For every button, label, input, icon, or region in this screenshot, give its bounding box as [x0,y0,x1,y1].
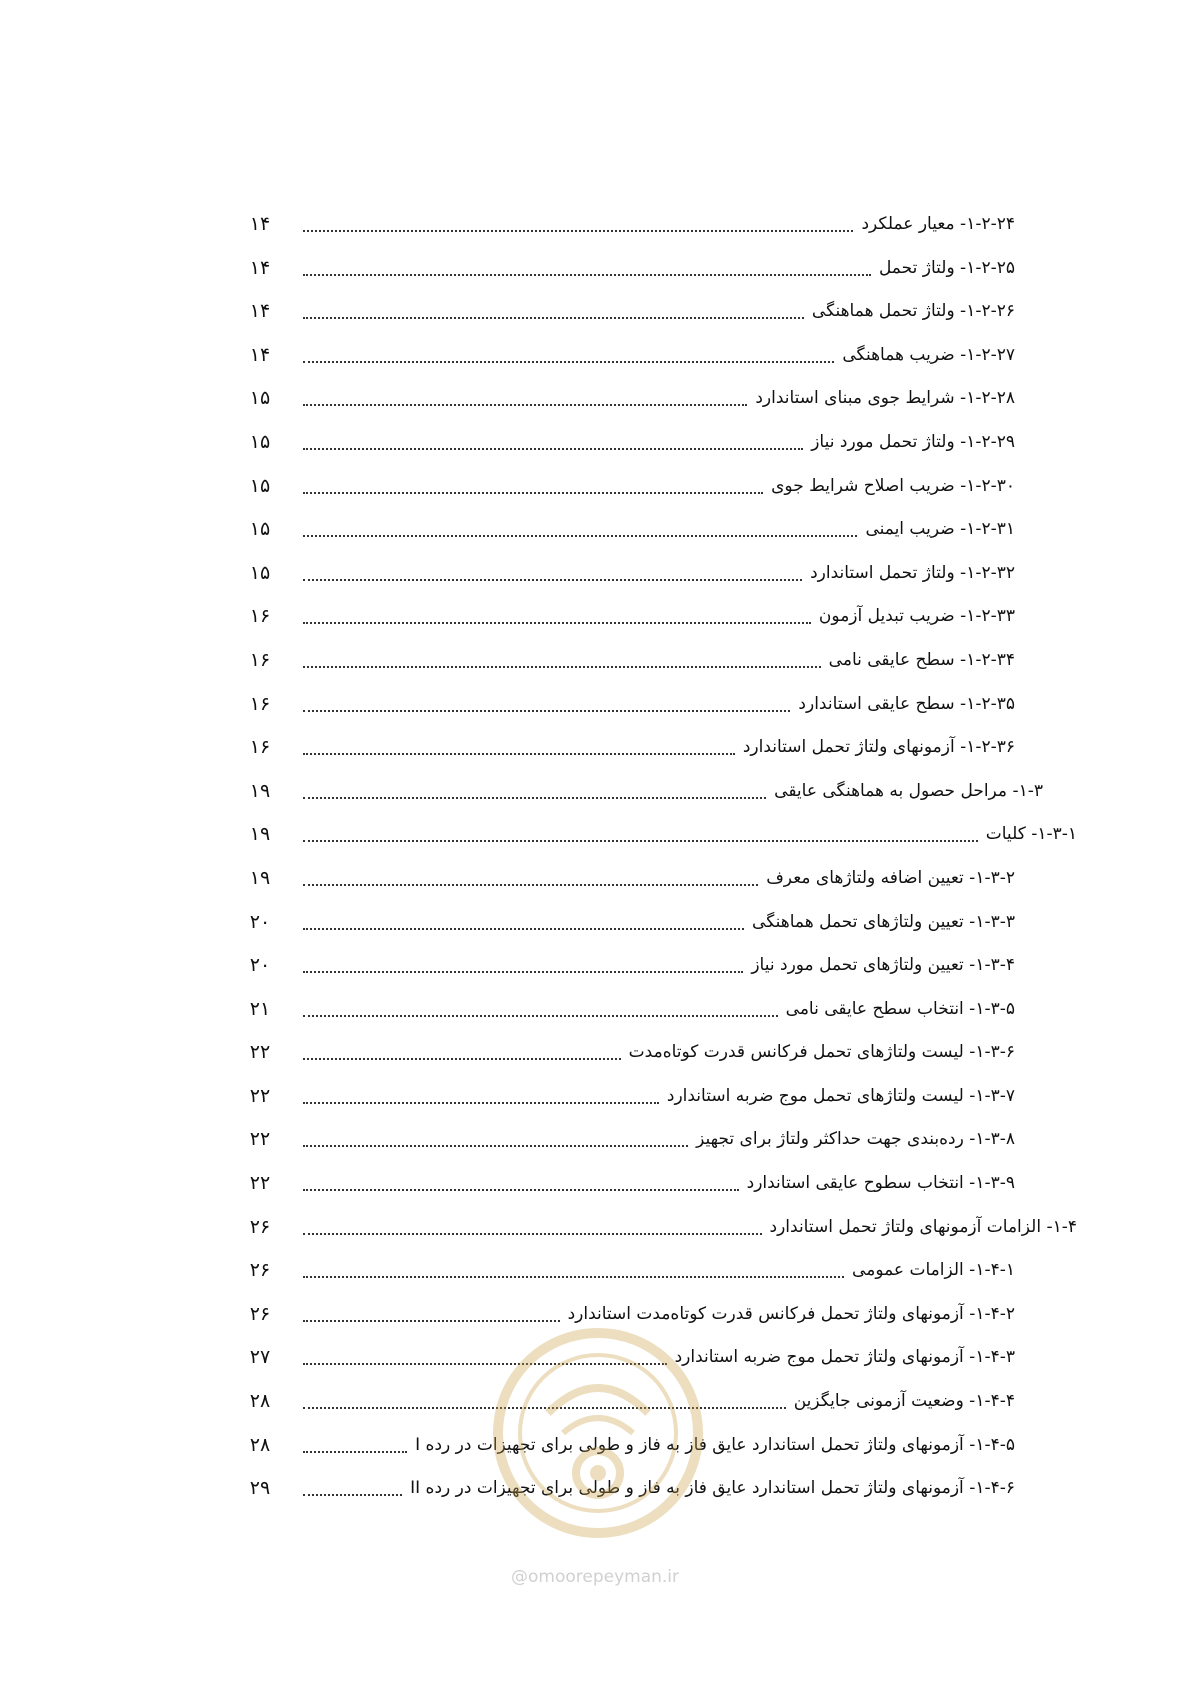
toc-title: ۱-۲-۲۵- ولتاژ تحمل [878,257,1015,278]
toc-title: ۱-۳-۵- انتخاب سطح عایقی نامی [785,998,1015,1019]
toc-dot-leader [303,343,834,363]
toc-page-number: ۲۶ [249,1302,271,1325]
toc-entry[interactable] [235,648,1055,692]
toc-entry[interactable] [235,1171,1055,1215]
toc-page-number: ۲۲ [249,1041,271,1064]
toc-entry[interactable] [235,1127,1055,1171]
toc-dot-leader [303,1433,407,1453]
toc-page-number: ۲۸ [249,1433,271,1456]
toc-page-number: ۱۵ [249,518,271,541]
toc-page-number: ۲۲ [249,1172,271,1195]
toc-dot-leader [303,474,763,494]
toc-title: ۱-۲-۳۴- سطح عایقی نامی [828,649,1015,670]
toc-title: ۱-۴-۱- الزامات عمومی [852,1260,1015,1281]
toc-page-number: ۱۴ [249,343,271,366]
toc-dot-leader [303,1258,844,1278]
toc-page-number: ۲۰ [249,910,271,933]
toc-dot-leader [303,648,821,668]
toc-dot-leader [303,1040,621,1060]
toc-dot-leader [303,692,790,712]
toc-entry[interactable] [235,343,1055,387]
toc-dot-leader [303,1084,659,1104]
toc-entry[interactable] [235,735,1055,779]
toc-title: ۱-۴-۲- آزمونهای ولتاژ تحمل فرکانس قدرت کوتاه‌مدت استاندارد [567,1303,1015,1324]
toc-dot-leader [303,866,758,886]
toc-title: ۱-۴-۵- آزمونهای ولتاژ تحمل استاندارد عایق فاز به فاز و طولی برای تجهیزات در رده I [415,1434,1015,1455]
toc-entry[interactable] [235,1215,1077,1259]
toc-page-number: ۱۹ [249,866,271,889]
toc-title: ۱-۴-۴- وضعیت آزمونی جایگزین [793,1391,1015,1412]
seal-watermark-icon [488,1323,708,1543]
toc-page-number: ۱۴ [249,300,271,323]
toc-entry[interactable] [235,604,1055,648]
toc-title: ۱-۲-۳۳- ضریب تبدیل آزمون [818,606,1015,627]
toc-title: ۱-۳-۲- تعیین اضافه ولتاژهای معرف [766,867,1015,888]
toc-dot-leader [303,212,853,232]
toc-title: ۱-۳-۸- رده‌بندی جهت حداکثر ولتاژ برای تجهیز [696,1129,1015,1150]
toc-title: ۱-۲-۲۶- ولتاژ تحمل هماهنگی [811,301,1015,322]
toc-entry[interactable] [235,910,1055,954]
toc-dot-leader [303,1302,560,1322]
toc-page-number: ۱۶ [249,692,271,715]
toc-dot-leader [303,1127,688,1147]
toc-page-number: ۱۶ [249,736,271,759]
toc-entry[interactable] [235,692,1055,736]
toc-dot-leader [303,822,978,842]
toc-entry[interactable] [235,517,1055,561]
toc-title: ۱-۲-۲۴- معیار عملکرد [861,214,1015,234]
toc-title: ۱-۴-۶- آزمونهای ولتاژ تحمل استاندارد عایق فاز به فاز و طولی برای تجهیزات در رده II [410,1478,1015,1499]
toc-dot-leader [303,256,871,276]
toc-dot-leader [303,561,802,581]
toc-page-number: ۲۱ [249,997,271,1020]
toc-title: ۱-۳-۷- لیست ولتاژهای تحمل موج ضربه استاندارد [666,1085,1015,1106]
toc-dot-leader [303,997,778,1017]
toc-page-number: ۲۲ [249,1128,271,1151]
toc-title: ۱-۲-۳۰- ضریب اصلاح شرایط جوی [771,475,1015,496]
toc-page-number: ۱۶ [249,648,271,671]
toc-entry[interactable] [235,299,1055,343]
toc-dot-leader [303,779,766,799]
toc-title: ۱-۲-۲۷- ضریب هماهنگی [842,344,1015,365]
toc-title: ۱-۳-۱- کلیات [985,824,1077,845]
toc-page-number: ۲۰ [249,954,271,977]
toc-entry[interactable] [235,1084,1055,1128]
toc-title: ۱-۴-۳- آزمونهای ولتاژ تحمل موج ضربه استاندارد [674,1347,1015,1368]
toc-entry[interactable] [235,822,1077,866]
toc-page-number: ۲۲ [249,1084,271,1107]
toc-dot-leader [303,1215,762,1235]
toc-entry[interactable] [235,997,1055,1041]
toc-page-number: ۱۵ [249,561,271,584]
toc-title: ۱-۲-۳۱- ضریب ایمنی [865,519,1015,540]
toc-page-number: ۱۴ [249,213,271,235]
toc-title: ۱-۳-۴- تعیین ولتاژهای تحمل مورد نیاز [751,955,1015,976]
toc-dot-leader [303,953,743,973]
toc-title: ۱-۳-۶- لیست ولتاژهای تحمل فرکانس قدرت کوتاه‌مدت [628,1042,1015,1063]
toc-page-number: ۱۵ [249,430,271,453]
toc-title: ۱-۲-۲۹- ولتاژ تحمل مورد نیاز [811,431,1015,452]
toc-title: ۱-۳-۹- انتخاب سطوح عایقی استاندارد [746,1173,1015,1194]
toc-entry[interactable] [235,212,1055,256]
toc-page-number: ۲۶ [249,1259,271,1282]
toc-title: ۱-۲-۳۵- سطح عایقی استاندارد [798,693,1015,714]
toc-entry[interactable] [235,1040,1055,1084]
toc-title: ۱-۳-۳- تعیین ولتاژهای تحمل هماهنگی [752,911,1015,932]
toc-entry[interactable] [235,256,1055,300]
toc-dot-leader [303,299,804,319]
toc-dot-leader [303,604,811,624]
toc-dot-leader [303,1171,739,1191]
watermark-site: @omoorepeyman.ir [510,1567,680,1587]
toc-page-number: ۱۵ [249,474,271,497]
toc-dot-leader [303,386,747,406]
toc-dot-leader [303,1476,402,1496]
toc-page-number: ۲۶ [249,1215,271,1238]
toc-entry[interactable] [235,474,1055,518]
toc-title: ۱-۲-۲۸- شرایط جوی مبنای استاندارد [755,388,1015,409]
toc-title: ۱-۴- الزامات آزمونهای ولتاژ تحمل استاندارد [769,1216,1077,1237]
toc-title: ۱-۲-۳۶- آزمونهای ولتاژ تحمل استاندارد [742,737,1015,758]
toc-title: ۱-۳- مراحل حصول به هماهنگی عایقی [774,780,1043,801]
toc-dot-leader [303,735,735,755]
toc-entry[interactable] [235,386,1055,430]
toc-page-number: ۱۵ [249,387,271,410]
toc-page-number: ۲۷ [249,1346,271,1369]
toc-dot-leader [303,517,857,537]
toc-entry[interactable] [235,866,1055,910]
toc-title: ۱-۲-۳۲- ولتاژ تحمل استاندارد [810,562,1015,583]
toc-entry[interactable] [235,953,1055,997]
toc-entry[interactable] [235,430,1055,474]
toc-page-number: ۱۹ [249,823,271,846]
toc-page-number: ۱۶ [249,605,271,628]
toc-page-number: ۲۹ [249,1477,271,1500]
toc-entry[interactable] [235,561,1055,605]
toc-dot-leader [303,910,744,930]
toc-page-number: ۱۹ [249,779,271,802]
toc-page-number: ۲۸ [249,1390,271,1413]
toc-entry[interactable] [235,1258,1055,1302]
toc-page-number: ۱۴ [249,256,271,279]
toc-dot-leader [303,430,803,450]
toc-entry[interactable] [235,779,1055,823]
